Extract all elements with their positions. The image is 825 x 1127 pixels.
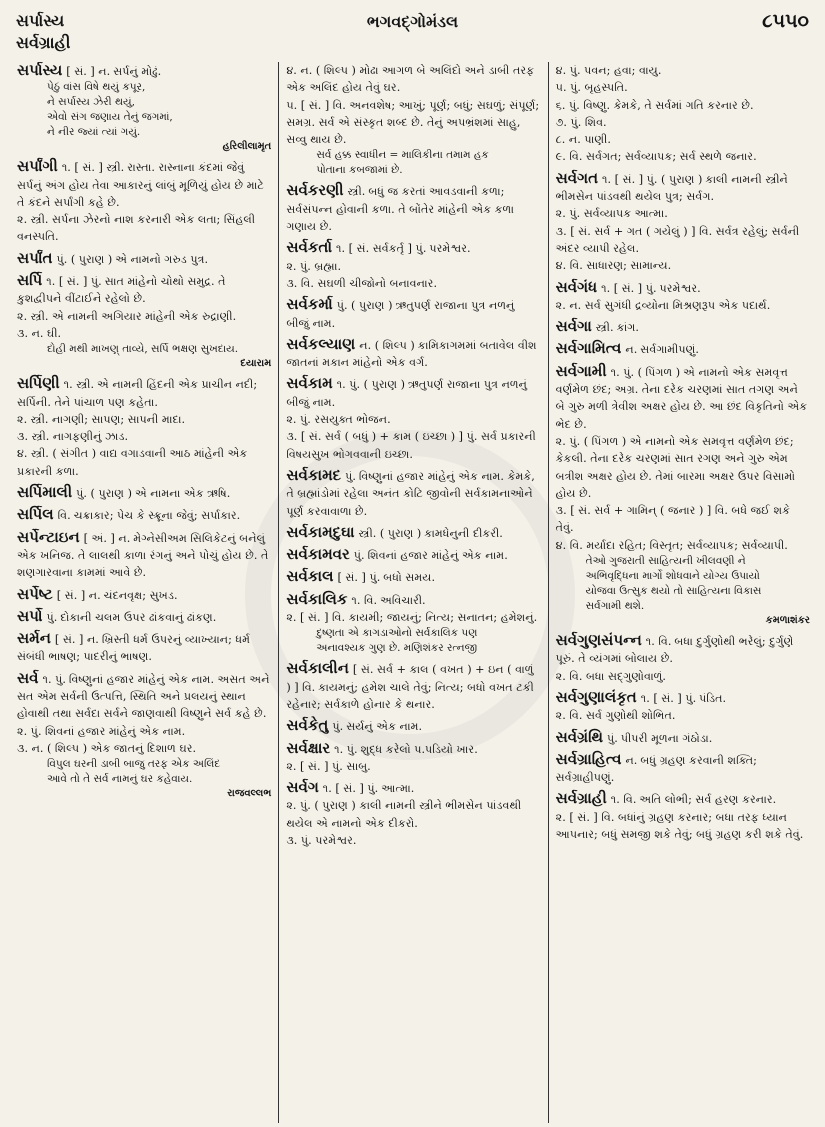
quotation-line: સર્વગામી થશે. [585,600,645,613]
sense: ૨. પું. ( પુરાણ ) કાલી નામની સ્ત્રીને ભીમસેન પાંડવથી થયેલ એ નામનો એક દીકરો. [286,799,522,830]
dictionary-entry [286,62,540,178]
definition: રાસ્તા. રાસ્નાના કંદમાં જેવું સર્પનું અંગ હોય તેવા આકારનું લાંબું મૂળિયું હોય છે માટે તે કંદને સર્પાંગી કહે છે. [17,161,264,209]
grammar-label: સ્ત્રી. [347,185,366,199]
headword: સર્વગંધ [555,277,598,296]
definition: કામધેનુની દીકરી. [424,526,503,540]
grammar-label: પું. [607,731,618,745]
grammar-label: ૧. પું. [334,742,358,756]
sense: ૩. [ સં. સર્વ + ગત ( ગયેલું ) ] વિ. સર્વત્ર રહેલું; સર્વની અંદર વ્યાપી રહેલ. [555,224,800,255]
dictionary-entry [17,529,271,582]
headword: સર્વકર્તા [286,238,333,257]
headword: સર્વકાલ [286,567,334,586]
sense: ૨. પું. ( પિંગળ ) એ નામનો એક સમવૃત્ત વર્ણમેળ છંદ; કેકલી. તેના દરેક ચરણમાં સાત રગણ અને ગુરુ એમ બત્રીશ અક્ષર હોય છે. તેમાં બારમા અક્ષર ઉપર વિસામો હોય છે. [555,434,796,500]
definition: કામિકાગમમાં બતાવેલ વીશ જાતનાં મકાન માંહેનો એક વર્ગ. [286,338,537,370]
column-3 [548,62,817,1123]
sense: ૨. પું. શિવનાં હજાર માંહેનું એક નામ. [17,724,186,738]
continued-sense: ૪. ન. ( શિલ્પ ) મોઢા આગળ બે અલિંદો અને ડાબી તરફ એક અલિંદ હોય તેવું ઘર. [286,64,535,95]
grammar-label: વિ. [57,509,71,523]
headword: સર્વગ્રંથિ [555,727,603,746]
dictionary-entry [286,296,540,332]
headword: સર્વગ [286,778,319,797]
definition: પીપરી મૂળના ગંઠોડા. [620,731,713,745]
headword: સર્વગત [555,168,599,187]
dictionary-entry [286,182,540,235]
sense: ૩. ન. ઘી. [17,326,62,340]
sense: ૨. [ સં. ] વિ. બધાંનું ગ્રહણ કરનાર; બધા તરફ ધ્યાન આપનાર; બધું સમજી શકે તેવું; બધું ગ્રહણ કરી શકે તેવું. [555,810,804,841]
sense: ૨. સ્ત્રી. એ નામની અગિયાર માંહેની એક રુદ્રાણી. [17,309,237,323]
dictionary-entry [556,340,810,358]
definition: વિષ્ણુનાં હજાર માંહેનું એક નામ. કેમકે, તે બ્રહ્માંડોમાં રહેલા અનંત કોટિ જીવોની સર્વકામનાઓને પૂર્ણ કરવાવાળા છે. [286,469,535,518]
dictionary-entry [286,717,540,735]
dictionary-title: ભગવદ્ગોમંડલ [366,12,459,31]
quotation-line: તેઓ ગુજરાતી સાહિત્યની ખીલવણી ને [585,555,746,568]
headword: સર્પિણી [17,374,60,393]
columns-container [10,62,817,1123]
sense: ૨. સ્ત્રી. નાગણી; સાપણ; સાપની માદા. [17,412,186,426]
headword: સર્વક્ષાર [286,738,331,757]
grammar-label: [ અં. ] ન. [83,531,131,545]
definition: સર્યનું એક નામ. [346,720,423,734]
dictionary-entry [286,336,540,372]
dictionary-entry [17,506,271,524]
continued-sense: ૪. પું. પવન; હવા; વાયુ. [555,64,662,77]
grammar-label: પું. [353,549,365,563]
quotation-line: અનાવશ્યક ગુણ છે. મણિશંકર રત્નજી [316,642,478,655]
dictionary-entry [286,375,540,462]
grammar-label: પું. ( પુરાણ ) [336,299,393,313]
dictionary-entry [17,250,271,268]
dictionary-entry [286,740,540,776]
quotation-line: એવો સંગ જણાય તેનું જગમાં, [47,111,173,124]
dictionary-entry [286,546,540,564]
dictionary-entry [556,279,810,315]
dictionary-entry [286,524,540,542]
grammar-label: [ સં. સર્વ + કાલ ( વખત ) + ઇન ( વાળું ) ] વિ. [286,663,534,694]
grammar-label: પું. [46,610,58,624]
sense: ૨. પું. સર્વવ્યાપક આત્મા. [555,207,668,221]
sense: ૩. [ સં. સર્વ + ગામિન્ ( જનાર ) ] વિ. બધે જઈ શકે તેવું. [555,504,790,535]
headword: સર્વ [17,668,39,687]
dictionary-entry [556,632,810,685]
headword: સર્વગુણાલંકૃત [555,687,637,706]
headword: સર્પો [17,606,43,625]
dictionary-entry [17,670,271,801]
sense: ૩. સ્ત્રી. નાગફણીનું ઝાડ. [17,430,129,444]
headword: સર્પેષ્ટ [17,584,53,603]
sense: ૨. [ સં. ] પું. સાબુ. [286,759,371,773]
grammar-label: ૧. પું. ( પુરાણ ) [336,378,406,392]
definition: એ નામનો ગરુડ પુત્ર. [115,252,209,266]
quotation-line: દુષ્ણતા એ કાગડાઓનો સર્વકાલિક પણ [316,627,478,640]
sense: ૫. પું. બૃહસ્પતિ. [555,81,628,95]
definition: સર્પનું મોઢું. [113,65,162,78]
dictionary-entry [17,62,271,154]
dictionary-entry [556,62,810,166]
grammar-label: સ્ત્રી. ( પુરાણ ) [358,526,422,540]
headword: સર્વકાલીન [286,659,349,678]
headword: સર્વકલ્યાણ [286,334,356,353]
headword: સર્વકાલિક [286,589,348,608]
definition: આત્મા. [381,782,415,796]
dictionary-entry [286,467,540,520]
headword: સર્વકેતુ [286,716,329,735]
headword: સર્વકર્મા [286,295,333,314]
page-number: ૮૫૫૦ [762,10,809,32]
dictionary-entry [17,272,271,371]
quotation-source: હરિલીલામૃત [222,141,272,153]
dictionary-entry [17,608,271,626]
definition: બધું જ કરતાં આવડવાની કળા; સર્વસંપન્ન હોવાની કળા. તે બોંતેર માંહેની એક કળા ગણાય છે. [286,185,515,234]
grammar-label: ૧. વિ. [610,793,637,807]
sense: ૩. વિ. સઘળી ચીજોનો બનાવનાર. [286,276,438,290]
grammar-label: પું. [332,720,344,734]
dictionary-entry [286,239,540,292]
definition: એ નામની હિંદની એક પ્રાચીન નદી; સર્પિની. તેને પાંચાળ પણ કહેતા. [17,378,258,409]
grammar-label: પું. ( પુરાણ ) [76,487,132,501]
headword: સર્પિલ [17,505,54,524]
quotation-line: અભિવૃદ્ધિના માર્ગો શોધવાને યોગ્ય ઉપાયો [585,570,760,583]
sense: ૪. સ્ત્રી. ( સંગીત ) વાદ્ય વગાડવાની આઠ માંહેની એક પ્રકારની કળા. [17,447,248,478]
definition: સાત માંહેનો ચોથો સમુદ્ર. તે કુશદ્વીપને વીંટાઈને રહેલો છે. [17,275,226,306]
headword: સર્વગુણસંપન્ન [555,631,642,650]
grammar-label: ૧. [ સં. ] પું. [640,691,697,705]
headword: સર્પાંગી [17,157,58,176]
dictionary-entry [17,586,271,604]
grammar-label: ૧. [ સં. ] પું. ( પુરાણ ) [602,172,703,186]
dictionary-entry [286,779,540,849]
quotation-source: દયારામ [240,358,272,370]
headword: સર્વકામદ [286,465,342,484]
sense: ૨. પું. બ્રહ્મા. [286,259,342,273]
sense: ૩. પું. પરમેશ્વર. [286,833,357,847]
definition: પરમેશ્વર. [429,242,471,256]
grammar-label: [ સં. ] ન. [56,588,101,602]
headword: સર્વગામી [555,361,607,380]
definition: ઋતુપર્ણ રાજાના પુત્ર નળનું બીજું નામ. [286,378,527,409]
sense: ૨. સ્ત્રી. સર્પના ઝેરનો નાશ કરનારી એક લતા; સિંહલી વનસ્પતિ. [17,213,256,244]
grammar-label: ન. ( શિલ્પ ) [359,338,415,352]
dictionary-entry [286,660,540,713]
grammar-label: ૧. વિ. [351,593,378,607]
definition: શિવનાં હજાર માંહેનું એક નામ. [367,549,508,563]
definition: એ નામના એક ઋષિ. [134,487,231,501]
definition: ઋતુપર્ણ રાજાના પુત્ર નળનું બીજું નામ. [286,299,515,330]
grammar-label: ૧. પું. ( પિંગળ ) [610,365,681,379]
headword: સર્પિમાલી [17,483,73,502]
dictionary-entry [286,568,540,586]
quotation-line: દોહી મથી માખણ્ તાવ્યે, સર્પિ ભક્ષણ સુખદાય. [47,343,239,356]
grammar-label: ૧. સ્ત્રી. [63,378,95,392]
sense: ૨. પું. રસયુક્ત ભોજન. [286,413,391,427]
definition: ચંદનવૃક્ષ; સુખડ. [103,588,178,602]
quotation-line: સર્વ હક્ક સ્વાધીન = માલિકીના તમામ હક [316,149,489,162]
grammar-label: પું. ( પુરાણ ) [56,252,113,266]
headword: સર્વગામિત્વ [555,339,622,358]
definition: ખ્રિસ્તી ધર્મ ઉપરનું વ્યાખ્યાન; ધર્મ સંબંધી ભાષણ; પાદરીનું ભાષણ. [17,633,251,664]
grammar-label: ૧. [ સં. ] પું. [322,782,379,796]
headword: સર્પેન્ટાઇન [17,527,80,546]
headword: સર્પાંત [17,248,53,267]
quotation-line: આવે તો તે સર્વ નામનું ઘર કહેવાય. [47,773,193,786]
definition: બધું ગ્રહણ કરવાની શક્તિ; સર્વગ્રાહીપણું. [555,753,757,785]
definition: પંડિત. [699,691,727,705]
sense: ૨. ન. સર્વ સુગંધી દ્રવ્યોના મિશ્રણરૂપ એક પદાર્થ. [555,298,771,312]
quotation-line: યોજવા ઉત્સુક થયો તો સાહિત્યના વિકાસ [585,585,762,598]
quotation-line: પોતાના કબજામાં છે. [316,164,403,177]
definition: બધો સમય. [383,571,436,585]
dictionary-entry [556,318,810,336]
grammar-label: ન. [625,753,638,767]
headword: સર્પિ [17,271,43,290]
column-2 [278,62,547,1123]
definition: શુદ્ધ કરેલો પ.પડિયો ખાર. [360,742,478,756]
sense: ૪. વિ. સાધારણ; સામાન્ય. [555,259,672,273]
definition: અતિ લોભી; સર્વ હરણ કરનાર. [639,793,777,807]
dictionary-entry [286,591,540,657]
sense: ૭. પું. શિવ. [555,115,607,129]
headword: સર્વકામવર [286,545,350,564]
grammar-label: ૧. [ સં. ] પું. [601,281,657,295]
quotation-line: પેઠું વાંસ વિષે થયું કપૂર, [47,81,146,94]
dictionary-entry [556,751,810,787]
definition: દોકાની ચલમ ઉપર ઢાંકવાનું ઢાંકણ. [60,610,217,624]
definition: એ નામનો એક સમવૃત્ત વર્ણમેળ છંદ; અગ્ર. તેના દરેક ચરણમાં સાત તગણ અને બે ગુરુ મળી ત્રેવીશ અક્ષર હોય છે. આ છંદ વિકૃતિનો એક ભેદ છે. [555,365,808,431]
headword: સર્વકામ [286,374,333,393]
sense: ૫. [ સં. ] વિ. અનવશેષ; આખું; પૂર્ણ; બધું; સઘળું; સંપૂર્ણ; સમગ્ર. સર્વ એ સંસ્કૃત શબ્દ છે. તેનું અપભ્રંશમાં સાહુ, સવ્વુ થાય છે. [286,98,540,147]
definition: વિષ્ણુનાં હજાર માંહેનું એક નામ. અસત અને સત એમ સર્વની ઉત્પત્તિ, સ્થિતિ અને પ્રલયનું સ્થાન હોવાથી તથા સર્વદા સર્વને જાણવાથી વિષ્ણુને સર્વ કહે છે. [17,672,270,721]
dictionary-entry [17,484,271,502]
sense: ૨. વિ. બધા સદ્ગુણોવાળું. [555,669,666,683]
quotation-line: ને નીર જ્યાં ત્યાં ગયું. [47,126,141,139]
definition: કાલી નામની સ્ત્રીને ભીમસેન પાંડવથી થયેલ પુત્ર; સર્વગ. [555,172,788,204]
page-header [10,4,815,62]
grammar-label: ૧. [ સં. ] પું. [46,275,102,289]
definition: મેગ્નેસીઅમ સિલિકેટનું બનેલું એક ખનિજ. તે લાલથી કાળા રંગનું અને પોચું હોય છે. તે શણગારવાના કામમાં આવે છે. [17,531,269,580]
quotation-line: વિપુલ ઘરની ડાબી બાજુ તરફ એક અલિંદ [47,758,221,771]
definition: બધા દુર્ગુણોથી ભરેલું; દુર્ગુણે પૂરું. તે વ્યંગમાં બોલાય છે. [555,635,794,666]
dictionary-entry [556,790,810,843]
column-1 [10,62,278,1123]
dictionary-entry [556,689,810,725]
sense: ૮. ન. પાણી. [555,133,611,147]
sense: ૨. [ સં. ] વિ. કાયમી; જાયનું; નિત્ય; સનાતન; હમેશનું. [286,611,538,625]
dictionary-entry [17,158,271,245]
sense: ૪. વિ. મર્યાદા રહિત; વિસ્તૃત; સર્વવ્યાપક; સર્વવ્યાપી. [555,538,788,552]
quotation-line: ને સર્પાસ્ય ઝેરી થયું, [47,96,135,109]
definition: કાંગ. [616,321,639,335]
headword: સર્વકામદુઘા [286,522,355,541]
grammar-label: [ સં. ] પું. [337,571,381,585]
definition: પરમેશ્વર. [659,281,701,295]
headword: સર્વગા [555,317,592,336]
grammar-label: ન. [625,343,638,357]
quotation-source: રાજવલ્લભ [227,788,272,800]
definition: કાયમનું; હમેશ ચાલે તેવું; નિત્ય; બધો વખત ટકી રહેનાર; સર્વકાળે હોનાર કે થનાર. [286,680,534,711]
definition: અવિચારી. [380,593,426,607]
definition: સર્વગામીપણું. [640,343,699,357]
grammar-label: સ્ત્રી. [595,321,614,335]
headword: સર્વગ્રાહિત્વ [555,749,622,768]
grammar-label: ૧. પું. [42,672,66,686]
dictionary-entry [556,170,810,275]
dictionary-entry [556,729,810,747]
grammar-label: [ સં. ] ન. [54,633,99,647]
sense: ૬. પું. વિષ્ણુ. કેમકે, તે સર્વમાં ગતિ કરનાર છે. [555,98,754,112]
dictionary-entry [556,363,810,628]
grammar-label: ૧. વિ. [645,635,672,649]
guide-word-last: સર્વગ્રાહી [16,33,71,52]
sense: ૩. ન. ( શિલ્પ ) એક જાતનું દિશાળ ઘર. [17,741,197,755]
grammar-label: ૧. [ સં. સર્વકર્તૃ ] પું. [336,242,427,256]
definition: ચક્રાકાર; પેચ કે સ્ક્રૂના જેવું; સર્પાકાર. [73,509,241,523]
dictionary-entry [17,375,271,480]
headword: સર્વકરણી [286,181,344,200]
sense: ૩. [ સં. સર્વ ( બધું ) + કામ ( ઇચ્છા ) ] પું. સર્વ પ્રકારની વિષયસુખ ભોગવવાની ઇચ્છા. [286,430,536,461]
grammar-label: ૧. [ સં. ] સ્ત્રી. [61,161,125,175]
headword: સર્વગ્રાહી [555,789,607,808]
quotation-source: કમળાશંકર [765,615,810,627]
headword: સર્પાસ્ય [17,62,63,79]
grammar-label: [ સં. ] ન. [66,65,111,78]
dictionary-entry [17,630,271,666]
sense: ૨. વિ. સર્વ ગુણોથી શોભિત. [555,709,676,723]
guide-word-first: સર્પાસ્ય [16,11,65,30]
grammar-label: પું. [345,469,356,483]
sense: ૯. વિ. સર્વગત; સર્વવ્યાપક; સર્વ સ્થળે જનાર. [555,150,757,164]
headword: સર્મન [17,629,51,648]
